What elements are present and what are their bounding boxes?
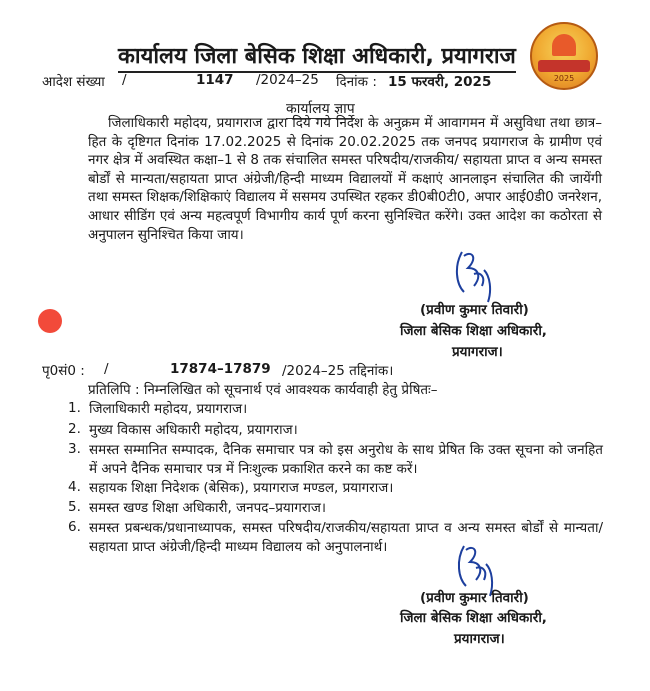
copy-year: /2024–25 तद्दिनांक। (282, 363, 394, 379)
list-item-text: समस्त खण्ड शिक्षा अधिकारी, जनपद–प्रयागराज। (89, 500, 326, 516)
list-item-number: 2. (68, 421, 81, 437)
logo-year: 2025 (553, 74, 575, 83)
red-dot-marker (38, 309, 62, 333)
order-label: आदेश संख्या (42, 74, 105, 90)
signature-2-place: प्रयागराज। (454, 631, 505, 647)
signature-2-designation: जिला बेसिक शिक्षा अधिकारी, (400, 610, 547, 626)
office-logo (530, 22, 598, 90)
body-paragraph: जिलाधिकारी महोदय, प्रयागराज द्वारा दिये गये निर्देश के अनुक्रम में आवागमन में असुविधा तथा छात्र–हित के दृष्टिगत दिनांक 17.02.2025 से दिनांक 20.02.2025 तक जनपद प्रयागराज के ग्रामीण एवं नगर क्षेत्र में अवस्थित कक्षा–1 से 8 तक संचालित समस्त परिषदीय/राजकीय/ सहायता प्राप्त व अन्य समस्त बोर्डों से मान्यता/सहायता प्राप्त अंग्रेजी/हिन्दी माध्यम विद्यालयों में कक्षाएं आनलाइन संचालित की जायेंगी तथा समस्त शिक्षक/शिक्षिकाएं विद्यालय में ससमय उपस्थित रहकर डी0बी0टी0, अपार आई0डी0 जनरेशन, आधार सीडिंग एवं अन्य महत्वपूर्ण विभागीय कार्य पूर्ण करना सुनिश्चित करेंगे। उक्त आदेश का कठोरता से अनुपालन सुनिश्चित किया जाय। (88, 115, 602, 243)
memo-subtitle: कार्यालय ज्ञाप (286, 101, 355, 117)
order-date: 15 फरवरी, 2025 (388, 74, 492, 90)
logo-banner (538, 60, 590, 72)
list-item-number: 3. (68, 441, 81, 457)
order-number: 1147 (196, 72, 234, 88)
list-item-text: मुख्य विकास अधिकारी महोदय, प्रयागराज। (89, 422, 298, 438)
signature-1-name: (प्रवीण कुमार तिवारी) (420, 302, 529, 318)
signature-2-name: (प्रवीण कुमार तिवारी) (420, 590, 529, 606)
list-item-text: समस्त प्रबन्धक/प्रधानाध्यापक, समस्त परिषदीय/राजकीय/सहायता प्राप्त व अन्य समस्त बोर्डों से मान्यता/सहायता प्राप्त अंग्रेजी/हिन्दी माध्यम विद्यालय को अनुपालनार्थ। (89, 520, 603, 555)
list-item-number: 1. (68, 400, 81, 416)
order-sep: / (122, 72, 127, 88)
signature-1-place: प्रयागराज। (452, 344, 503, 360)
copy-intro: प्रतिलिपि : निम्नलिखित को सूचनार्थ एवं आवश्यक कार्यवाही हेतु प्रेषितः– (88, 382, 438, 398)
signature-1-designation: जिला बेसिक शिक्षा अधिकारी, (400, 323, 547, 339)
office-title: कार्यालय जिला बेसिक शिक्षा अधिकारी, प्रयागराज (118, 40, 516, 73)
copy-sep: / (104, 361, 109, 377)
list-item-text: जिलाधिकारी महोदय, प्रयागराज। (89, 401, 248, 417)
copy-label: पृ0सं0 : (42, 363, 85, 379)
order-year: /2024–25 (256, 72, 319, 88)
logo-temple-icon (552, 34, 576, 56)
order-date-label: दिनांक : (336, 74, 377, 90)
list-item-number: 4. (68, 479, 81, 495)
list-item-number: 5. (68, 499, 81, 515)
list-item-number: 6. (68, 519, 81, 535)
copy-numbers: 17874–17879 (170, 361, 271, 377)
list-item-text: समस्त सम्मानित सम्पादक, दैनिक समाचार पत्र को इस अनुरोध के साथ प्रेषित कि उक्त सूचना को जनहित में अपने दैनिक समाचार पत्र में निःशुल्क प्रकाशित करने का कष्ट करें। (89, 442, 603, 477)
signature-1-icon (448, 246, 498, 308)
list-item-text: सहायक शिक्षा निदेशक (बेसिक), प्रयागराज मण्डल, प्रयागराज। (89, 480, 394, 496)
